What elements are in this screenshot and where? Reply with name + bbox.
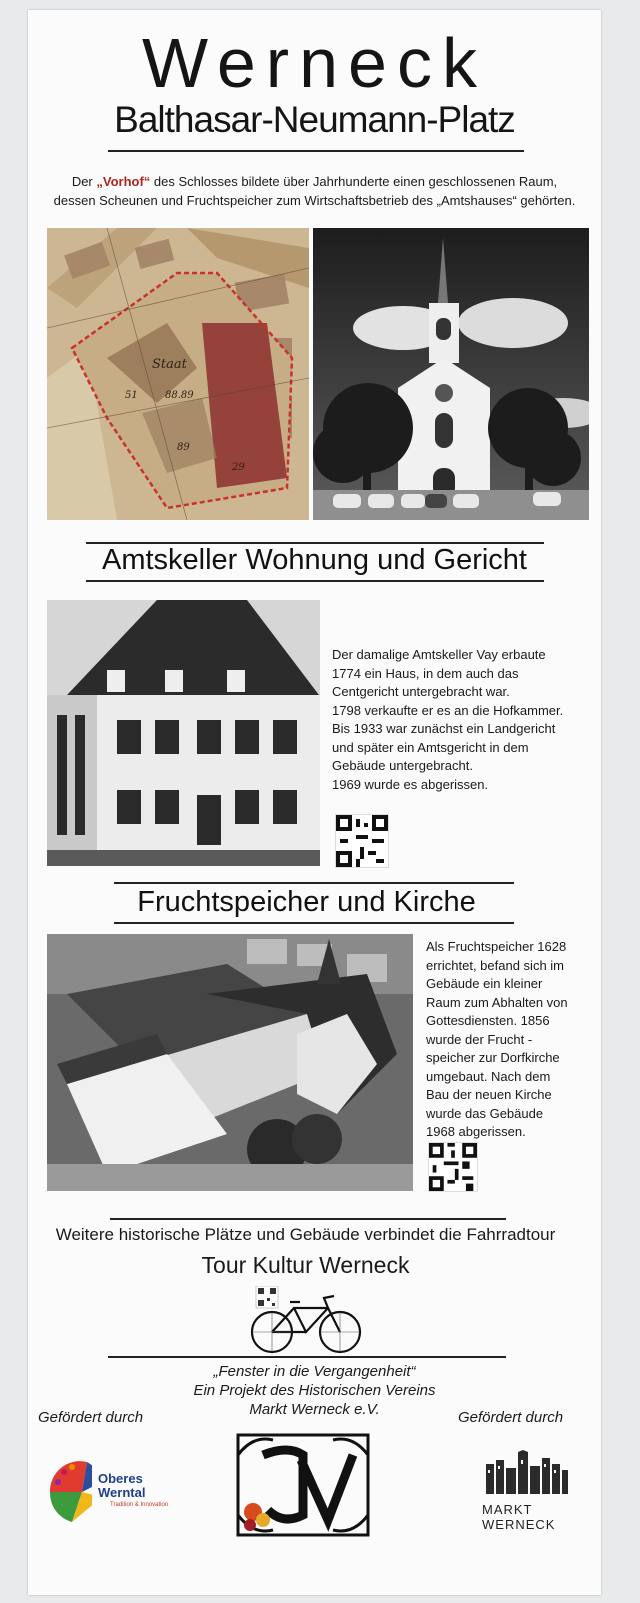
text-line: umgebaut. Nach dem — [426, 1068, 551, 1084]
intro-line: dessen Scheunen und Fruchtspeicher zum Wirtschaftsbetrieb des „Amtshauses“ gehörten. — [53, 193, 576, 208]
map-label: 89 — [177, 442, 190, 453]
text-line: wurde der Frucht - — [426, 1031, 533, 1047]
map-label: 51 — [125, 390, 138, 401]
divider — [110, 1218, 506, 1220]
divider — [108, 150, 524, 152]
text-line: errichtet, befand sich im — [426, 957, 565, 973]
text-line: Als Fruchtspeicher 1628 — [426, 939, 567, 954]
page-subtitle: Balthasar-Neumann-Platz — [114, 99, 515, 140]
markt-werneck-logo — [478, 1450, 578, 1540]
text-line: 1968 abgerissen. — [426, 1124, 526, 1139]
sponsor-label-right: Gefördert durch — [458, 1409, 564, 1426]
divider — [114, 922, 514, 924]
logo-tagline: Tradition & Innovation — [110, 1502, 169, 1508]
map-label: 29 — [232, 462, 245, 473]
logo-text: Oberes — [98, 1471, 143, 1486]
tour-name: Tour Kultur Werneck — [201, 1252, 410, 1278]
section-heading: Amtskeller Wohnung und Gericht — [101, 544, 527, 576]
project-line: Ein Projekt des Historischen Vereins — [193, 1382, 436, 1399]
text-line: Bis 1933 war zunächst ein Landgericht — [332, 721, 556, 736]
text-line: Raum zum Abhalten von — [426, 994, 568, 1010]
map-label: 88.89 — [165, 390, 194, 401]
text-line: 1969 wurde es abgerissen. — [332, 776, 489, 792]
historischer-verein-emblem — [233, 1430, 373, 1540]
aerial-photo — [47, 934, 413, 1191]
text-line: Bau der neuen Kirche — [426, 1087, 552, 1102]
intro-highlight: „Vorhof“ — [96, 174, 151, 189]
text-line: und später ein Amtsgericht in dem — [332, 739, 529, 755]
page-title: Werneck — [142, 24, 487, 102]
intro-part: Der — [71, 174, 97, 189]
oberes-werntal-logo — [42, 1442, 172, 1532]
project-line: „Fenster in die Vergangenheit“ — [213, 1363, 416, 1380]
info-board — [28, 10, 601, 1595]
intro-text — [38, 172, 591, 210]
sponsor-label-left: Gefördert durch — [38, 1409, 144, 1426]
text-line: 1774 ein Haus, in dem auch das — [332, 665, 519, 681]
divider — [86, 580, 544, 582]
map-label: Staat — [152, 357, 187, 372]
section-heading: Fruchtspeicher und Kirche — [137, 886, 476, 918]
text-line: Der damalige Amtskeller Vay erbaute — [332, 647, 546, 662]
logo-text: Werntal — [98, 1485, 146, 1500]
intro-part: des Schlosses bildete über Jahrhunderte einen geschlossenen Raum, — [150, 174, 558, 189]
tour-line: Weitere historische Plätze und Gebäude verbindet die Fahrradtour — [55, 1225, 556, 1244]
text-line: Gottesdiensten. 1856 — [426, 1013, 550, 1028]
logo-text: MARKT — [482, 1502, 533, 1517]
text-line: 1798 verkaufte er es an die Hofkammer. — [332, 702, 564, 718]
qr-code[interactable] — [335, 814, 389, 868]
text-line: Gebäude ein kleiner — [426, 976, 543, 991]
divider — [108, 1356, 506, 1358]
historic-map-image — [47, 228, 309, 520]
bicycle-icon — [246, 1286, 366, 1356]
project-line: Markt Werneck e.V. — [249, 1401, 380, 1418]
qr-code[interactable] — [428, 1142, 478, 1192]
amtskeller-house-photo — [47, 600, 320, 866]
logo-text: WERNECK — [482, 1517, 556, 1532]
text-line: Centgericht untergebracht war. — [332, 684, 510, 699]
section1-text — [332, 646, 594, 794]
text-line: Gebäude untergebracht. — [332, 758, 473, 773]
section2-text — [426, 938, 596, 1142]
text-line: speicher zur Dorfkirche — [426, 1050, 560, 1065]
church-photo — [313, 228, 589, 520]
text-line: wurde das Gebäude — [426, 1105, 544, 1121]
